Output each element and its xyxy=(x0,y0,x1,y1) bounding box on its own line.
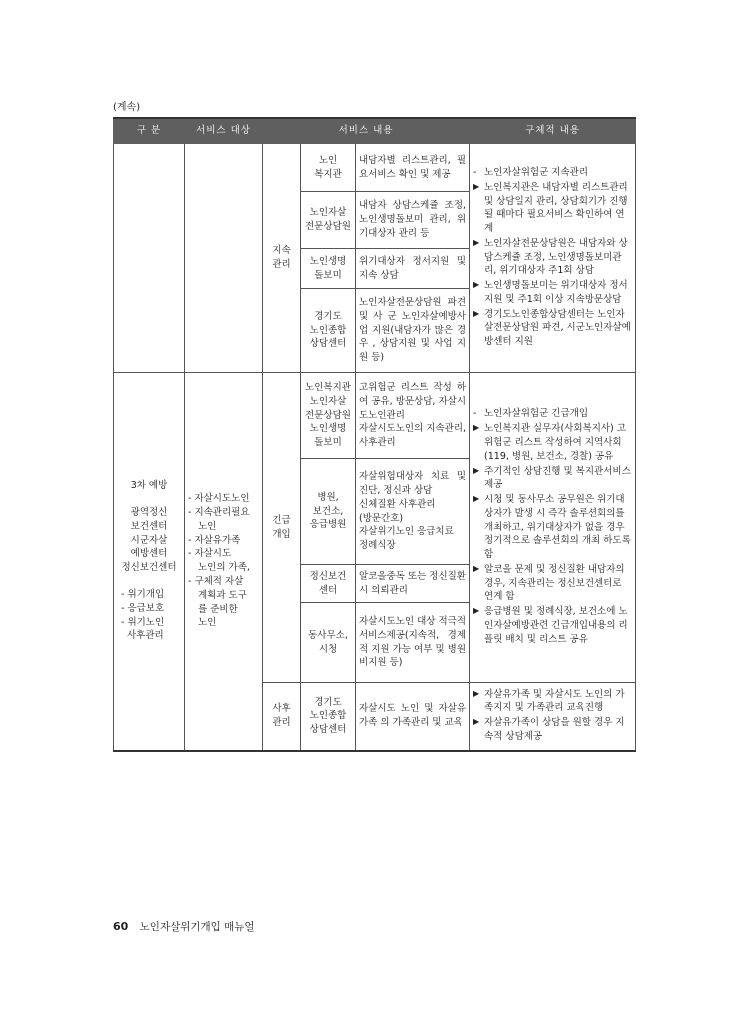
target-line: - 지속관리필요 xyxy=(188,507,250,519)
triangle-bullet-icon: ▶ xyxy=(473,494,480,504)
division-line: 3차 예방 xyxy=(130,480,168,492)
document-title: 노인자살위기개입 매뉴얼 xyxy=(139,921,255,933)
list-item-text: 알코올 문제 및 정신질환 내담자의 경우, 지속관리는 정신보건센터로 연계 함 xyxy=(484,563,625,603)
header-division: 구 분 xyxy=(114,118,185,144)
target-line: 노인 xyxy=(198,617,217,629)
target-line: 노인 xyxy=(198,520,217,532)
triangle-bullet-icon: ▶ xyxy=(473,280,480,290)
list-item xyxy=(473,279,632,307)
org-cell: 동사무소, 시청 xyxy=(301,603,356,683)
page-number: 60 xyxy=(113,920,129,933)
target-line: 를 준비한 xyxy=(198,603,238,615)
dash-marker: - xyxy=(473,167,477,179)
list-item-text: 주기적인 상담진행 및 복지관서비스 제공 xyxy=(484,465,631,491)
list-item xyxy=(473,493,632,562)
division-line: 사후관리 xyxy=(127,630,164,642)
division-cell-top xyxy=(114,144,185,373)
details-emergency xyxy=(470,373,636,683)
division-line: 정신보건센터 xyxy=(121,562,177,574)
list-item xyxy=(473,465,632,493)
division-line: 예방센터 xyxy=(130,548,168,560)
org-cell: 정신보건 센터 xyxy=(301,565,356,603)
division-line: 광역정신 xyxy=(130,507,168,519)
table-row xyxy=(114,144,636,192)
continued-label: (계속) xyxy=(113,102,141,113)
list-item-text: 노인자살전문상담원은 내담자와 상담스케쥴 조정, 노인생명돌보미관리, 위기대상자 주1회 상담 xyxy=(484,237,628,277)
list-item-text: 노인생명돌보미는 위기대상자 정서지원 및 주1회 이상 지속방문상담 xyxy=(484,280,628,305)
org-cell: 경기도 노인종합 상담센터 xyxy=(301,289,356,373)
division-lines xyxy=(117,479,181,643)
list-item-text: 응급병원 및 정례식장, 보건소에 노인자살예방관련 긴급개입내용의 리플릿 배치 및 리스트 공유 xyxy=(484,606,628,645)
header-service-content: 서비스 내용 xyxy=(263,118,470,144)
org-cell: 노인복지관 노인자살 전문상담원 노인생명 돌보미 xyxy=(301,373,356,459)
division-line xyxy=(117,493,181,506)
list-item xyxy=(473,563,632,604)
list-item xyxy=(473,181,632,236)
list-item xyxy=(473,407,632,421)
org-cell: 노인 복지관 xyxy=(301,144,356,192)
list-item-text: 자살유가족 및 자살시도 노인의 가족지지 및 가족관리 교육진행 xyxy=(484,688,625,714)
division-line xyxy=(117,575,181,588)
triangle-bullet-icon: ▶ xyxy=(473,423,480,433)
division-line: - 위기개입 xyxy=(121,589,165,601)
target-line: - 자살시도노인 xyxy=(188,493,250,505)
desc-cell: 내담자 상담스케쥴 조정, 노인생명돌보미 관리, 위기대상자 관리 등 xyxy=(356,192,470,249)
detail-list xyxy=(473,407,632,646)
desc-cell: 위기대상자 정서지원 및 지속 상담 xyxy=(356,249,470,289)
target-cell-top xyxy=(185,144,263,373)
list-item-text: 자살유가족이 상담을 원할 경우 지속적 상담제공 xyxy=(484,717,625,743)
list-item xyxy=(473,605,632,646)
org-cell: 병원, 보건소, 응급병원 xyxy=(301,459,356,565)
section-label-continued: 지속 관리 xyxy=(263,144,301,373)
desc-cell: 노인자살전문상담원 파견 및 사 군 노인자살예방사업 지원(내담자가 많은 경우 , 상담지원 및 사업 지원 등) xyxy=(356,289,470,373)
list-item xyxy=(473,688,632,716)
triangle-bullet-icon: ▶ xyxy=(473,308,480,318)
division-cell xyxy=(114,373,185,751)
dash-marker: - xyxy=(473,408,477,420)
desc-cell: 자살시도노인 대상 적극적 서비스제공(지속적, 경제적 지원 가능 여부 및 병원비지원 등) xyxy=(356,603,470,683)
header-details: 구체적 내용 xyxy=(470,118,636,144)
desc-cell: 고위험군 리스트 작성 하여 공유, 방문상담, 자살시도노인관리 자살시도노인의 지속관리, 사후관리 xyxy=(356,373,470,459)
list-item xyxy=(473,716,632,744)
list-item xyxy=(473,237,632,278)
list-item-text: 경기도노인종합상담센터는 노인자살전문상담원 파견, 시군노인자살예방센터 지원 xyxy=(484,308,631,348)
desc-cell: 자살위험대상자 치료 및 진단, 정신과 상담 신체질환 사후관리 (방문간호) 자살위기노인 응급치료 정례식장 xyxy=(356,459,470,565)
triangle-bullet-icon: ▶ xyxy=(473,688,480,698)
detail-list xyxy=(473,688,632,744)
division-line: - 위기노인 xyxy=(121,616,165,628)
table-row xyxy=(114,373,636,459)
target-line: - 자살유가족 xyxy=(188,534,241,546)
list-item xyxy=(473,308,632,349)
division-line: 시군자살 xyxy=(130,534,168,546)
list-item-text: 노인자살위험군 지속관리 xyxy=(484,167,588,179)
desc-cell: 알코올중독 또는 정신질환시 의뢰관리 xyxy=(356,565,470,603)
section-label-aftercare: 사후 관리 xyxy=(263,683,301,751)
list-item-text: 노인복지관 실무자(사회복지사) 고위험군 리스트 작성하여 지역사회(119, 병원, 보건소, 경찰) 공유 xyxy=(484,423,626,462)
list-item-text: 노인복지관은 내담자별 리스트관리 및 상담일지 관리, 상담회기가 진행될 때마다 필요서비스 확인하여 연계 xyxy=(484,181,628,235)
target-line: - 구체적 자살 xyxy=(188,576,244,588)
triangle-bullet-icon: ▶ xyxy=(473,465,480,475)
table-header-row xyxy=(114,118,636,144)
triangle-bullet-icon: ▶ xyxy=(473,181,480,191)
org-cell: 노인자살 전문상담원 xyxy=(301,192,356,249)
desc-cell: 내담자별 리스트관리, 필요서비스 확인 및 제공 xyxy=(356,144,470,192)
org-cell: 노인생명 돌보미 xyxy=(301,249,356,289)
page-footer xyxy=(113,919,255,934)
header-target: 서비스 대상 xyxy=(185,118,263,144)
section-label-emergency: 긴급 개입 xyxy=(263,373,301,683)
target-line: - 자살시도 xyxy=(188,548,232,560)
division-line: 보건센터 xyxy=(130,520,168,532)
service-table xyxy=(113,117,636,752)
list-item-text: 시청 및 동사무소 공무원은 위기대상자가 발생 시 즉각 솔루션회의를 개최하고, 위기대상자가 없을 경우 정기적으로 솔루션회의 개최 하도록 함 xyxy=(484,494,631,561)
org-cell: 경기도 노인종합 상담센터 xyxy=(301,683,356,751)
desc-cell: 자살시도 노인 및 자살유가족 의 가족관리 및 교육 xyxy=(356,683,470,751)
list-item-text: 노인자살위험군 긴급개입 xyxy=(484,408,588,420)
target-line: 노인의 가족, xyxy=(198,562,250,574)
division-line: - 응급보호 xyxy=(121,602,165,614)
list-item xyxy=(473,422,632,463)
triangle-bullet-icon: ▶ xyxy=(473,717,480,727)
target-lines xyxy=(188,492,259,630)
details-aftercare xyxy=(470,683,636,751)
triangle-bullet-icon: ▶ xyxy=(473,606,480,616)
list-item xyxy=(473,166,632,180)
target-line: 계획과 도구 xyxy=(198,589,247,601)
target-cell xyxy=(185,373,263,751)
triangle-bullet-icon: ▶ xyxy=(473,563,480,573)
detail-list xyxy=(473,166,632,349)
triangle-bullet-icon: ▶ xyxy=(473,237,480,247)
details-continued xyxy=(470,144,636,373)
